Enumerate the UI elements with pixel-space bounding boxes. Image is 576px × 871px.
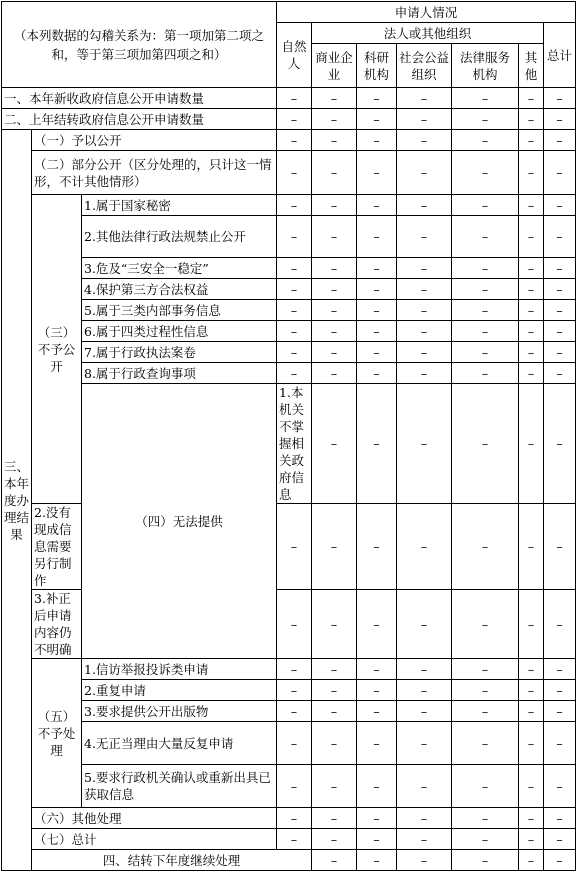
cell-value: – (357, 363, 397, 384)
cell-value: – (397, 151, 452, 195)
cell-value: – (397, 504, 452, 590)
cell-value: – (397, 195, 452, 216)
cell-value: – (357, 384, 397, 504)
cell-value: – (397, 300, 452, 321)
header-natural-person: 自然人 (277, 23, 312, 88)
header-applicant-situation: 申请人情况 (277, 2, 576, 23)
cell-value: – (452, 765, 519, 808)
cell-value: – (357, 850, 397, 871)
cell-value: – (519, 590, 544, 659)
cell-value: – (452, 109, 519, 130)
cell-value: – (519, 279, 544, 300)
row-label: 2.没有现成信息需要另行制作 (32, 504, 82, 590)
row-label: 6.属于四类过程性信息 (82, 321, 277, 342)
table-row (2, 765, 576, 808)
cell-value: – (452, 216, 519, 258)
cell-value: – (277, 258, 312, 279)
cell-value: – (544, 850, 576, 871)
cell-value: – (312, 850, 357, 871)
cell-value: – (544, 216, 576, 258)
table-row (2, 279, 576, 300)
cell-value: – (397, 216, 452, 258)
cell-value: – (357, 151, 397, 195)
cell-value: – (312, 590, 357, 659)
table-row (2, 722, 576, 765)
cell-value: – (544, 258, 576, 279)
row-label: 7.属于行政执法案卷 (82, 342, 277, 363)
cell-value: – (357, 680, 397, 701)
cell-value: – (312, 109, 357, 130)
cell-value: – (452, 151, 519, 195)
cell-value: – (397, 765, 452, 808)
cell-value: – (452, 258, 519, 279)
table-row (2, 701, 576, 722)
row-label: 1.属于国家秘密 (82, 195, 277, 216)
header-research: 科研机构 (357, 44, 397, 88)
cell-value: – (544, 151, 576, 195)
table-row (2, 829, 576, 850)
cell-value: – (452, 363, 519, 384)
cell-value: – (544, 363, 576, 384)
cell-value: – (312, 195, 357, 216)
cell-value: – (519, 130, 544, 151)
header-legal-group: 法人或其他组织 (312, 23, 544, 44)
cell-value: – (544, 701, 576, 722)
cell-value: – (452, 701, 519, 722)
cell-value: – (397, 590, 452, 659)
cell-value: – (452, 850, 519, 871)
cell-value: – (452, 590, 519, 659)
cell-value: – (519, 363, 544, 384)
cell-value: – (397, 722, 452, 765)
cell-value: – (397, 130, 452, 151)
row-label: 一、本年新收政府信息公开申请数量 (2, 88, 277, 109)
cell-value: – (312, 258, 357, 279)
cell-value: – (277, 829, 312, 850)
cell-value: – (397, 321, 452, 342)
cell-value: – (312, 384, 357, 504)
row-label: 5.要求行政机关确认或重新出具已获取信息 (82, 765, 277, 808)
table-row (2, 363, 576, 384)
cell-value: – (544, 88, 576, 109)
cell-value: – (452, 88, 519, 109)
cell-value: – (357, 659, 397, 680)
row-label: 3.危及“三安全一稳定” (82, 258, 277, 279)
cell-value: – (357, 258, 397, 279)
cell-value: – (519, 829, 544, 850)
cell-value: – (277, 808, 312, 829)
row-label: 四、结转下年度继续处理 (32, 850, 312, 871)
cell-value: – (452, 722, 519, 765)
cell-value: – (397, 829, 452, 850)
cell-value: – (519, 659, 544, 680)
table-row (2, 258, 576, 279)
cell-value: – (397, 88, 452, 109)
cell-value: – (519, 216, 544, 258)
table-row (2, 680, 576, 701)
gov-info-disclosure-table (1, 1, 576, 871)
cell-value: – (357, 216, 397, 258)
row-label: （二）部分公开（区分处理的，只计这一情形，不计其他情形） (32, 151, 277, 195)
cell-value: – (397, 258, 452, 279)
header-total: 总计 (544, 23, 576, 88)
row-label: 1.本机关不掌握相关政府信息 (277, 384, 312, 504)
cell-value: – (357, 590, 397, 659)
cell-value: – (544, 279, 576, 300)
cell-value: – (312, 659, 357, 680)
table-row (2, 88, 576, 109)
header-note: （本列数据的勾稽关系为：第一项加第二项之和，等于第三项加第四项之和） (2, 2, 277, 88)
cell-value: – (312, 504, 357, 590)
cell-value: – (452, 659, 519, 680)
header-other: 其他 (519, 44, 544, 88)
row-label: 二、上年结转政府信息公开申请数量 (2, 109, 277, 130)
cell-value: – (544, 590, 576, 659)
cell-value: – (519, 151, 544, 195)
cell-value: – (519, 258, 544, 279)
cell-value: – (519, 504, 544, 590)
cell-value: – (312, 680, 357, 701)
table-row (2, 300, 576, 321)
row-label: 5.属于三类内部事务信息 (82, 300, 277, 321)
cell-value: – (312, 279, 357, 300)
cell-value: – (277, 88, 312, 109)
section-label-results: 三、本年度办理结果 (2, 130, 32, 871)
cell-value: – (452, 504, 519, 590)
row-label: 8.属于行政查询事项 (82, 363, 277, 384)
cell-value: – (277, 504, 312, 590)
table-row (2, 659, 576, 680)
row-label: 1.信访举报投诉类申请 (82, 659, 277, 680)
cell-value: – (544, 504, 576, 590)
row-label: （六）其他处理 (32, 808, 277, 829)
cell-value: – (452, 321, 519, 342)
cell-value: – (544, 195, 576, 216)
cell-value: – (357, 321, 397, 342)
table-row (2, 216, 576, 258)
cell-value: – (397, 701, 452, 722)
header-commercial: 商业企业 (312, 44, 357, 88)
cell-value: – (312, 342, 357, 363)
cell-value: – (544, 130, 576, 151)
cell-value: – (519, 384, 544, 504)
cell-value: – (312, 321, 357, 342)
table-row (2, 151, 576, 195)
cell-value: – (519, 722, 544, 765)
cell-value: – (357, 109, 397, 130)
cell-value: – (277, 765, 312, 808)
cell-value: – (452, 300, 519, 321)
table-row (2, 850, 576, 871)
cell-value: – (544, 342, 576, 363)
cell-value: – (452, 342, 519, 363)
cell-value: – (519, 850, 544, 871)
cell-value: – (312, 829, 357, 850)
cell-value: – (452, 195, 519, 216)
table-row (2, 384, 576, 504)
cell-value: – (519, 109, 544, 130)
cell-value: – (452, 680, 519, 701)
cell-value: – (544, 300, 576, 321)
cell-value: – (357, 504, 397, 590)
cell-value: – (312, 88, 357, 109)
cell-value: – (277, 342, 312, 363)
cell-value: – (357, 829, 397, 850)
cell-value: – (312, 300, 357, 321)
cell-value: – (452, 279, 519, 300)
table-row (2, 342, 576, 363)
cell-value: – (357, 195, 397, 216)
cell-value: – (544, 829, 576, 850)
cell-value: – (312, 130, 357, 151)
cell-value: – (277, 680, 312, 701)
cell-value: – (519, 300, 544, 321)
cell-value: – (277, 659, 312, 680)
cell-value: – (452, 829, 519, 850)
cell-value: – (544, 384, 576, 504)
cell-value: – (357, 130, 397, 151)
row-label: 3.要求提供公开出版物 (82, 701, 277, 722)
cell-value: – (519, 195, 544, 216)
cell-value: – (544, 765, 576, 808)
cell-value: – (312, 722, 357, 765)
group-label-not-disclosed: （三）不予公开 (32, 195, 82, 504)
group-label-not-processed: （五）不予处理 (32, 659, 82, 808)
group-label-cannot-provide: （四）无法提供 (82, 384, 277, 659)
table-row (2, 130, 576, 151)
cell-value: – (277, 300, 312, 321)
cell-value: – (357, 722, 397, 765)
cell-value: – (544, 808, 576, 829)
cell-value: – (277, 109, 312, 130)
row-label: 2.重复申请 (82, 680, 277, 701)
cell-value: – (397, 342, 452, 363)
cell-value: – (544, 659, 576, 680)
row-label: 2.其他法律行政法规禁止公开 (82, 216, 277, 258)
cell-value: – (397, 808, 452, 829)
cell-value: – (544, 722, 576, 765)
cell-value: – (519, 88, 544, 109)
cell-value: – (452, 808, 519, 829)
cell-value: – (397, 109, 452, 130)
cell-value: – (277, 722, 312, 765)
cell-value: – (519, 680, 544, 701)
table-row (2, 808, 576, 829)
cell-value: – (357, 279, 397, 300)
cell-value: – (519, 765, 544, 808)
cell-value: – (397, 363, 452, 384)
row-label: 4.无正当理由大量反复申请 (82, 722, 277, 765)
table-row (2, 195, 576, 216)
cell-value: – (397, 384, 452, 504)
header-social: 社会公益组织 (397, 44, 452, 88)
cell-value: – (452, 130, 519, 151)
table-row (2, 109, 576, 130)
cell-value: – (277, 363, 312, 384)
cell-value: – (397, 680, 452, 701)
cell-value: – (519, 808, 544, 829)
header-legal-service: 法律服务机构 (452, 44, 519, 88)
cell-value: – (277, 590, 312, 659)
cell-value: – (312, 216, 357, 258)
cell-value: – (312, 808, 357, 829)
cell-value: – (397, 659, 452, 680)
cell-value: – (277, 216, 312, 258)
cell-value: – (277, 279, 312, 300)
cell-value: – (277, 321, 312, 342)
cell-value: – (357, 300, 397, 321)
row-label: （一）予以公开 (32, 130, 277, 151)
cell-value: – (312, 701, 357, 722)
cell-value: – (277, 195, 312, 216)
cell-value: – (357, 808, 397, 829)
row-label: 4.保护第三方合法权益 (82, 279, 277, 300)
cell-value: – (519, 321, 544, 342)
cell-value: – (519, 701, 544, 722)
cell-value: – (544, 321, 576, 342)
cell-value: – (312, 765, 357, 808)
cell-value: – (357, 765, 397, 808)
cell-value: – (357, 701, 397, 722)
cell-value: – (277, 151, 312, 195)
cell-value: – (312, 363, 357, 384)
cell-value: – (397, 279, 452, 300)
cell-value: – (277, 130, 312, 151)
table-row (2, 321, 576, 342)
cell-value: – (357, 88, 397, 109)
cell-value: – (357, 342, 397, 363)
cell-value: – (544, 680, 576, 701)
cell-value: – (519, 342, 544, 363)
cell-value: – (452, 384, 519, 504)
cell-value: – (544, 109, 576, 130)
cell-value: – (277, 701, 312, 722)
row-label: 3.补正后申请内容仍不明确 (32, 590, 82, 659)
cell-value: – (397, 850, 452, 871)
cell-value: – (312, 151, 357, 195)
row-label: （七）总计 (32, 829, 277, 850)
